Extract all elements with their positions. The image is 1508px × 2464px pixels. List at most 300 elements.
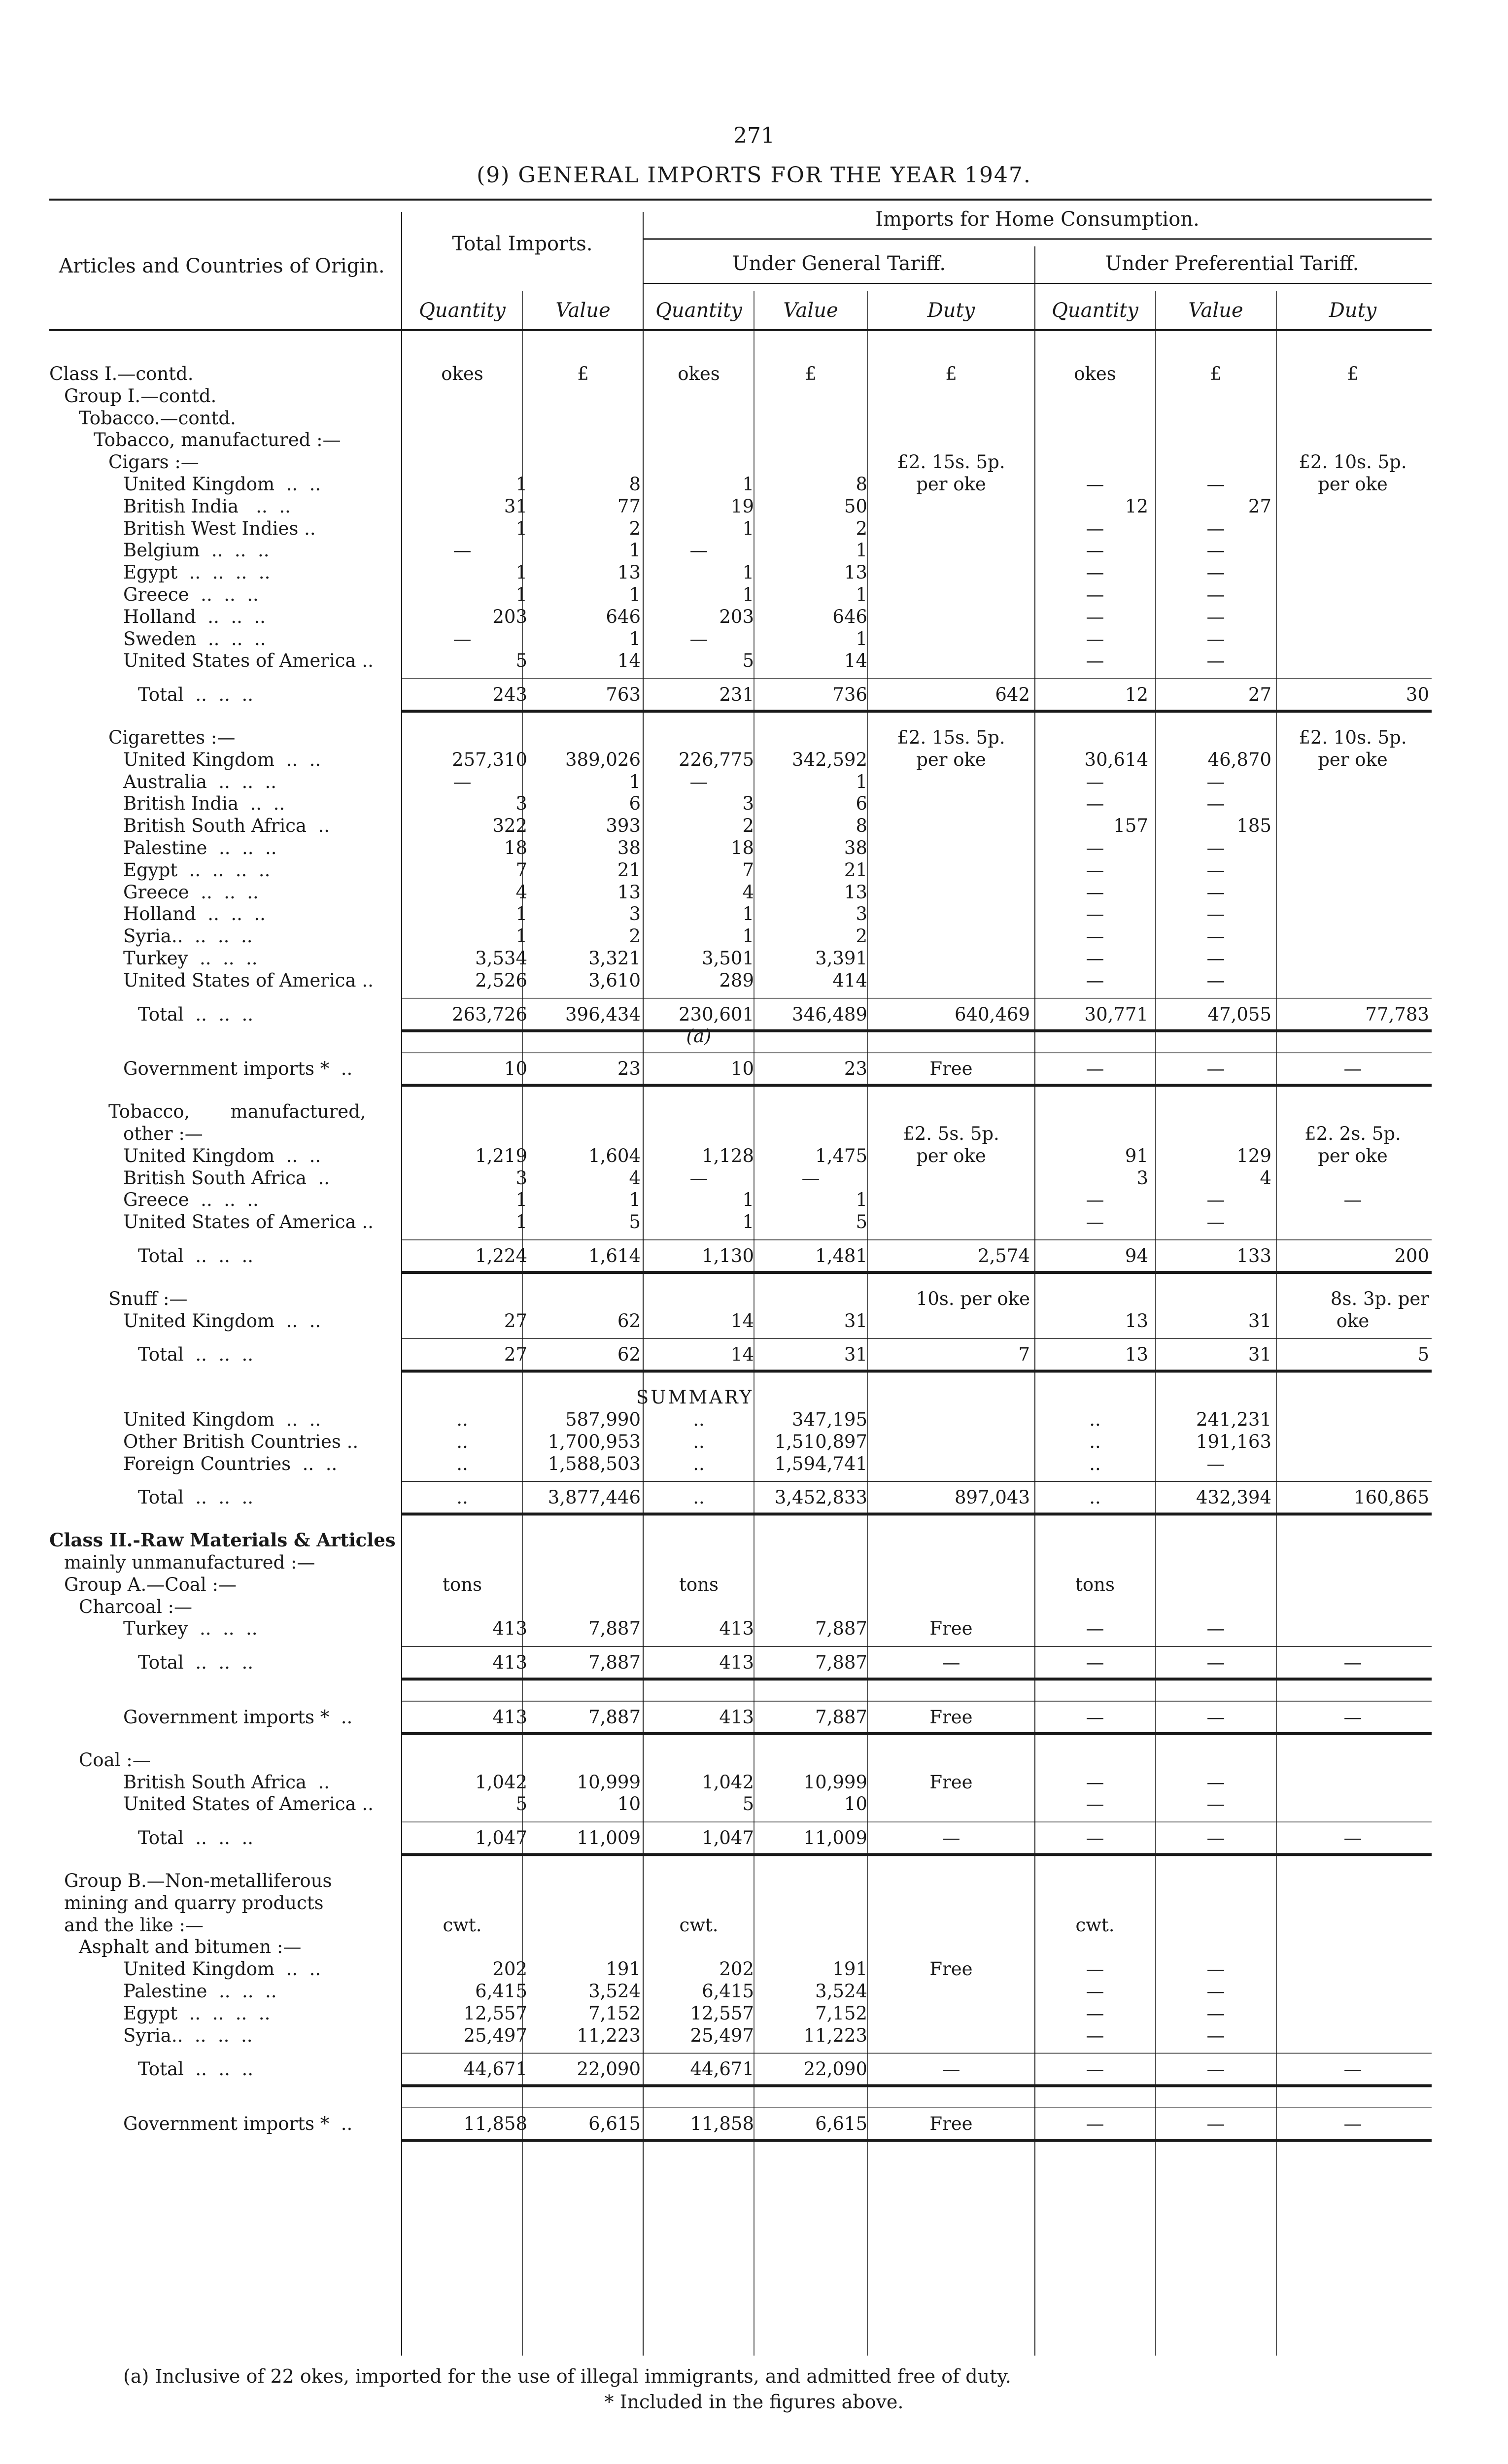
table-cell: okes [441, 363, 483, 384]
total-row-label: Total .. .. .. [138, 2058, 253, 2080]
table-cell: 25,497 [463, 2024, 527, 2046]
table-cell: 191,163 [1196, 1431, 1271, 1452]
table-cell: — [1086, 650, 1104, 672]
table-cell: 22,090 [803, 2058, 867, 2080]
table-cell: 1 [629, 771, 641, 792]
table-cell: 133 [1236, 1245, 1271, 1266]
table-cell: 263,726 [451, 1003, 527, 1025]
table-cell: Free [929, 1771, 973, 1793]
table-cell: 5 [856, 1211, 867, 1233]
table-cell: 3 [856, 903, 867, 925]
subheader-quantity: Quantity [419, 299, 506, 322]
table-cell: 7,887 [588, 1618, 641, 1640]
table-cell: 346,489 [791, 1003, 867, 1025]
table-cell: — [1206, 1707, 1225, 1728]
table-cell: — [1206, 650, 1225, 672]
table-cell: 1,047 [702, 1827, 754, 1849]
table-cell: 1 [515, 1211, 527, 1233]
total-row-label: Total .. .. .. [138, 1245, 253, 1266]
table-cell: — [689, 628, 708, 650]
table-cell: per oke [1318, 749, 1388, 770]
table-cell: 27 [504, 1310, 527, 1332]
table-cell: — [1206, 903, 1225, 925]
table-cell: 10 [504, 1058, 527, 1080]
table-cell: 4 [629, 1167, 641, 1189]
table-cell: 11,009 [577, 1827, 641, 1849]
table-cell: — [1206, 925, 1225, 947]
row-label: Foreign Countries .. .. [123, 1453, 338, 1474]
table-cell: .. [693, 1409, 705, 1430]
table-cell: 1,130 [702, 1245, 754, 1266]
table-cell: £2. 5s. 5p. [903, 1123, 999, 1144]
row-label: Syria.. .. .. .. [123, 925, 253, 947]
table-cell: 21 [617, 859, 641, 881]
row-label: mainly unmanufactured :— [64, 1552, 315, 1573]
table-cell: 8 [856, 815, 867, 837]
table-cell: 7,152 [588, 2002, 641, 2024]
table-cell: — [1086, 2002, 1104, 2024]
footnote-a: (a) Inclusive of 22 okes, imported for the use of illegal immigrants, and admitted free of duty. [123, 2365, 1011, 2387]
table-cell: 129 [1236, 1145, 1271, 1166]
row-label: Charcoal :— [79, 1596, 193, 1617]
table-cell: — [1086, 1958, 1104, 1980]
table-cell: 2 [856, 517, 867, 539]
table-cell: 243 [492, 684, 527, 706]
table-cell: 13 [844, 881, 867, 903]
row-label: United States of America .. [123, 1211, 374, 1233]
table-cell: — [1086, 1981, 1104, 2002]
table-cell: 1,481 [815, 1245, 867, 1266]
subheader-duty: Duty [1329, 299, 1377, 322]
header-general-tariff: Under General Tariff. [732, 252, 946, 275]
table-cell: — [1086, 2024, 1104, 2046]
row-label: United Kingdom .. .. [123, 474, 321, 495]
table-cell: 413 [719, 1707, 754, 1728]
table-cell: 19 [730, 495, 754, 517]
page-title: (9) GENERAL IMPORTS FOR THE YEAR 1947. [477, 163, 1031, 188]
table-cell: — [1206, 1453, 1225, 1474]
table-cell: 1 [856, 628, 867, 650]
table-cell: 1 [515, 1189, 527, 1211]
table-cell: 14 [730, 1344, 754, 1366]
table-cell: 77,783 [1365, 1003, 1429, 1025]
table-cell: .. [456, 1409, 468, 1430]
table-cell: — [1206, 948, 1225, 969]
table-cell: £ [945, 363, 957, 384]
table-cell: Free [929, 1707, 973, 1728]
row-label: Group A.—Coal :— [64, 1574, 237, 1595]
table-cell: 7,887 [815, 1652, 867, 1674]
table-cell: £2. 10s. 5p. [1299, 451, 1407, 473]
row-label: United States of America .. [123, 650, 374, 672]
table-cell: 5 [1417, 1344, 1429, 1366]
table-cell: 21 [844, 859, 867, 881]
table-cell: 200 [1394, 1245, 1429, 1266]
table-cell: — [1206, 1058, 1225, 1080]
table-cell: 1 [515, 474, 527, 495]
table-cell: — [1086, 1707, 1104, 1728]
table-cell: 191 [832, 1958, 867, 1980]
table-cell: per oke [1318, 474, 1388, 495]
table-cell: 2 [742, 815, 754, 837]
table-cell: 414 [832, 969, 867, 991]
table-cell: — [1086, 474, 1104, 495]
row-label: Greece .. .. .. [123, 881, 259, 903]
table-cell: 1,510,897 [774, 1431, 867, 1452]
table-cell: 1 [742, 903, 754, 925]
row-label: British South Africa .. [123, 815, 330, 837]
table-cell: — [1206, 837, 1225, 858]
table-cell: — [1343, 1827, 1362, 1849]
total-row-label: Total .. .. .. [138, 1487, 253, 1508]
table-cell: 226,775 [678, 749, 754, 770]
subheader-value: Value [555, 299, 611, 322]
table-cell: — [1206, 1652, 1225, 1674]
table-cell: 46,870 [1207, 749, 1271, 770]
table-cell: 23 [844, 1058, 867, 1080]
table-cell: — [1086, 2113, 1104, 2135]
table-cell: — [1086, 1058, 1104, 1080]
table-cell: 389,026 [565, 749, 641, 770]
table-cell: — [1086, 1771, 1104, 1793]
table-cell: — [1206, 771, 1225, 792]
table-cell: 7 [1018, 1344, 1030, 1366]
table-cell: Free [929, 1058, 973, 1080]
row-label: mining and quarry products [64, 1892, 324, 1914]
total-row-label: Total .. .. .. [138, 1827, 253, 1849]
table-cell: per oke [916, 1145, 986, 1166]
table-cell: £ [577, 363, 589, 384]
row-label: British India .. .. [123, 793, 285, 815]
table-cell: 31 [844, 1344, 867, 1366]
table-cell: 1,042 [702, 1771, 754, 1793]
table-cell: 1 [742, 1189, 754, 1211]
table-cell: — [1206, 562, 1225, 583]
row-label: Class II.-Raw Materials & Articles [49, 1529, 396, 1551]
table-cell: — [1086, 793, 1104, 815]
table-cell: 413 [719, 1618, 754, 1640]
table-cell: 1,219 [475, 1145, 527, 1166]
table-cell: .. [693, 1453, 705, 1474]
table-cell: 3,321 [588, 948, 641, 969]
table-cell: — [1086, 771, 1104, 792]
table-cell: 27 [504, 1344, 527, 1366]
table-cell: 257,310 [451, 749, 527, 770]
table-cell: 2 [856, 925, 867, 947]
table-cell: 7,152 [815, 2002, 867, 2024]
row-label: Greece .. .. .. [123, 584, 259, 605]
table-cell: 1 [742, 517, 754, 539]
table-cell: — [1206, 2058, 1225, 2080]
row-label: Asphalt and bitumen :— [79, 1936, 302, 1958]
table-cell: £ [1210, 363, 1222, 384]
table-cell: — [1086, 903, 1104, 925]
table-cell: — [1206, 474, 1225, 495]
table-cell: 13 [617, 881, 641, 903]
table-cell: — [1086, 1652, 1104, 1674]
table-cell: 185 [1236, 815, 1271, 837]
table-cell: £2. 15s. 5p. [897, 451, 1005, 473]
row-label: Sweden .. .. .. [123, 628, 266, 650]
row-label: Australia .. .. .. [123, 771, 277, 792]
table-cell: 642 [995, 684, 1030, 706]
table-cell: 1,604 [588, 1145, 641, 1166]
table-cell: — [1086, 517, 1104, 539]
table-cell: 14 [844, 650, 867, 672]
table-cell: 1 [742, 562, 754, 583]
table-cell: — [1086, 1793, 1104, 1815]
table-cell: 6,615 [588, 2113, 641, 2135]
row-label: Holland .. .. .. [123, 903, 266, 925]
table-cell: 7,887 [588, 1652, 641, 1674]
table-cell: — [1343, 1652, 1362, 1674]
row-label: Coal :— [79, 1749, 151, 1771]
row-label: Class I.—contd. [49, 363, 194, 384]
table-cell: 14 [730, 1310, 754, 1332]
table-cell: — [1206, 1771, 1225, 1793]
row-label: United Kingdom .. .. [123, 1310, 321, 1332]
table-cell: 12 [1125, 684, 1148, 706]
table-cell: 3 [1136, 1167, 1148, 1189]
table-cell: 3,877,446 [548, 1487, 641, 1508]
table-cell: 30 [1405, 684, 1429, 706]
subheader-quantity: Quantity [655, 299, 742, 322]
total-row-label: Government imports * .. [123, 1707, 353, 1728]
table-cell: 12 [1125, 495, 1148, 517]
table-cell: — [1206, 584, 1225, 605]
page-number: 271 [733, 123, 775, 148]
table-cell: 5 [515, 1793, 527, 1815]
row-label: Turkey .. .. .. [123, 1618, 258, 1640]
row-label: Cigarettes :— [108, 727, 236, 748]
table-cell: 94 [1125, 1245, 1148, 1266]
row-label: Tobacco.—contd. [79, 407, 236, 429]
table-cell: .. [1089, 1409, 1101, 1430]
table-cell: 4 [515, 881, 527, 903]
header-articles: Articles and Countries of Origin. [59, 255, 385, 277]
row-label: United Kingdom .. .. [123, 1958, 321, 1980]
table-cell: 8 [856, 474, 867, 495]
table-cell: okes [678, 363, 720, 384]
table-cell: .. [456, 1453, 468, 1474]
row-label: United States of America .. [123, 969, 374, 991]
table-cell: £2. 2s. 5p. [1304, 1123, 1401, 1144]
table-cell: cwt. [679, 1914, 719, 1936]
table-cell: 1,042 [475, 1771, 527, 1793]
table-cell: 203 [492, 606, 527, 627]
table-cell: 2 [629, 925, 641, 947]
table-cell: 413 [492, 1652, 527, 1674]
table-cell: 13 [1125, 1310, 1148, 1332]
row-label: SUMMARY [636, 1387, 754, 1408]
table-cell: 7,887 [815, 1707, 867, 1728]
table-cell: 1 [515, 925, 527, 947]
table-cell: — [1206, 540, 1225, 561]
table-cell: £ [1347, 363, 1359, 384]
subheader-value: Value [1188, 299, 1243, 322]
table-cell: 8 [629, 474, 641, 495]
table-cell: 13 [617, 562, 641, 583]
table-cell: 6 [629, 793, 641, 815]
row-label: Group B.—Non-metalliferous [64, 1870, 332, 1891]
header-total-imports: Total Imports. [452, 233, 593, 255]
table-cell: 1 [629, 628, 641, 650]
table-cell: 4 [742, 881, 754, 903]
table-cell: 897,043 [954, 1487, 1030, 1508]
table-cell: .. [456, 1431, 468, 1452]
table-cell: £ [805, 363, 817, 384]
table-cell: — [1206, 1981, 1225, 2002]
row-label: Egypt .. .. .. .. [123, 2002, 271, 2024]
subheader-quantity: Quantity [1052, 299, 1138, 322]
table-cell: 203 [719, 606, 754, 627]
table-cell: 157 [1113, 815, 1148, 837]
table-cell: 6,415 [702, 1981, 754, 2002]
table-cell: 5 [742, 650, 754, 672]
table-cell: — [689, 540, 708, 561]
table-cell: tons [1075, 1574, 1115, 1595]
table-cell: — [1086, 584, 1104, 605]
row-label: Egypt .. .. .. .. [123, 562, 271, 583]
table-cell: — [1086, 1618, 1104, 1640]
table-cell: 23 [617, 1058, 641, 1080]
table-cell: oke [1336, 1310, 1370, 1332]
row-label: and the like :— [64, 1914, 204, 1936]
table-cell: 31 [1248, 1344, 1271, 1366]
table-cell: per oke [916, 749, 986, 770]
table-cell: — [1086, 2058, 1104, 2080]
table-cell: 5 [515, 650, 527, 672]
table-cell: cwt. [1075, 1914, 1115, 1936]
table-cell: — [1086, 881, 1104, 903]
table-cell: 289 [719, 969, 754, 991]
table-cell: 6,415 [475, 1981, 527, 2002]
footnote-star: * Included in the figures above. [604, 2391, 904, 2413]
table-cell: — [1086, 1189, 1104, 1211]
table-cell: 10 [844, 1793, 867, 1815]
table-cell: .. [456, 1487, 468, 1508]
table-cell: 231 [719, 684, 754, 706]
total-row-label: Government imports * .. [123, 1058, 353, 1080]
table-cell: .. [693, 1431, 705, 1452]
table-cell: — [1086, 562, 1104, 583]
header-home-consumption: Imports for Home Consumption. [875, 208, 1200, 231]
table-cell: 6,615 [815, 2113, 867, 2135]
table-cell: £2. 10s. 5p. [1299, 727, 1407, 748]
table-cell: 3,452,833 [774, 1487, 867, 1508]
table-cell: okes [1074, 363, 1116, 384]
table-cell: 44,671 [463, 2058, 527, 2080]
table-cell: 587,990 [565, 1409, 641, 1430]
table-cell: 2,574 [978, 1245, 1030, 1266]
table-cell: 191 [606, 1958, 641, 1980]
table-cell: 640,469 [954, 1003, 1030, 1025]
table-cell: 763 [606, 684, 641, 706]
total-row-label: Total .. .. .. [138, 1344, 253, 1366]
table-cell: 30,614 [1084, 749, 1148, 770]
table-cell: 38 [617, 837, 641, 858]
table-cell: 3 [742, 793, 754, 815]
table-cell: 1 [856, 584, 867, 605]
table-cell: Free [929, 1958, 973, 1980]
table-cell: 3 [515, 1167, 527, 1189]
table-cell: — [1206, 1211, 1225, 1233]
table-cell: 12,557 [463, 2002, 527, 2024]
table-cell: — [942, 1652, 960, 1674]
table-cell: 322 [492, 815, 527, 837]
table-cell: tons [679, 1574, 719, 1595]
table-cell: — [1086, 540, 1104, 561]
table-cell: — [453, 771, 472, 792]
table-cell: 2,526 [475, 969, 527, 991]
table-cell: — [1206, 517, 1225, 539]
table-cell: .. [1089, 1431, 1101, 1452]
table-cell: — [801, 1167, 820, 1189]
row-label: Holland .. .. .. [123, 606, 266, 627]
table-cell: — [453, 628, 472, 650]
table-cell: 30,771 [1084, 1003, 1148, 1025]
table-cell: — [1206, 1189, 1225, 1211]
table-cell: — [1086, 859, 1104, 881]
table-cell: 11,858 [690, 2113, 754, 2135]
table-cell: 22,090 [577, 2058, 641, 2080]
total-row-label: Government imports * .. [123, 2113, 353, 2135]
subheader-value: Value [783, 299, 838, 322]
table-cell: 342,592 [791, 749, 867, 770]
table-cell: — [689, 771, 708, 792]
table-cell: — [689, 1167, 708, 1189]
table-cell: — [1086, 925, 1104, 947]
table-cell: 1 [629, 540, 641, 561]
table-cell: 18 [730, 837, 754, 858]
table-cell: 1 [742, 925, 754, 947]
table-cell: 14 [617, 650, 641, 672]
row-label: United Kingdom .. .. [123, 749, 321, 770]
total-row-label: Total .. .. .. [138, 1652, 253, 1674]
table-cell: — [1086, 1211, 1104, 1233]
table-cell: 1 [629, 584, 641, 605]
table-cell: .. [1089, 1453, 1101, 1474]
table-cell: 202 [492, 1958, 527, 1980]
table-cell: — [1343, 2113, 1362, 2135]
table-cell: — [1343, 1189, 1362, 1211]
row-label: United Kingdom .. .. [123, 1409, 321, 1430]
table-cell: 1,475 [815, 1145, 867, 1166]
total-row-label: Total .. .. .. [138, 1003, 253, 1025]
table-cell: 1,700,953 [548, 1431, 641, 1452]
row-label: Turkey .. .. .. [123, 948, 258, 969]
table-cell: 413 [492, 1707, 527, 1728]
table-cell: — [1086, 948, 1104, 969]
table-cell: 160,865 [1353, 1487, 1429, 1508]
table-cell: 3,524 [588, 1981, 641, 2002]
table-cell: 10 [730, 1058, 754, 1080]
table-cell: 7,887 [815, 1618, 867, 1640]
table-cell: 3,534 [475, 948, 527, 969]
table-cell: 1,224 [475, 1245, 527, 1266]
table-cell: 1,594,741 [774, 1453, 867, 1474]
table-cell: 432,394 [1196, 1487, 1271, 1508]
table-cell: 413 [719, 1652, 754, 1674]
table-cell: 646 [606, 606, 641, 627]
row-label: Palestine .. .. .. [123, 1981, 277, 2002]
table-cell: — [1206, 2024, 1225, 2046]
table-cell: 1,614 [588, 1245, 641, 1266]
table-cell: 12,557 [690, 2002, 754, 2024]
table-cell: 5 [742, 1793, 754, 1815]
table-cell: 13 [1125, 1344, 1148, 1366]
table-cell: 3,391 [815, 948, 867, 969]
